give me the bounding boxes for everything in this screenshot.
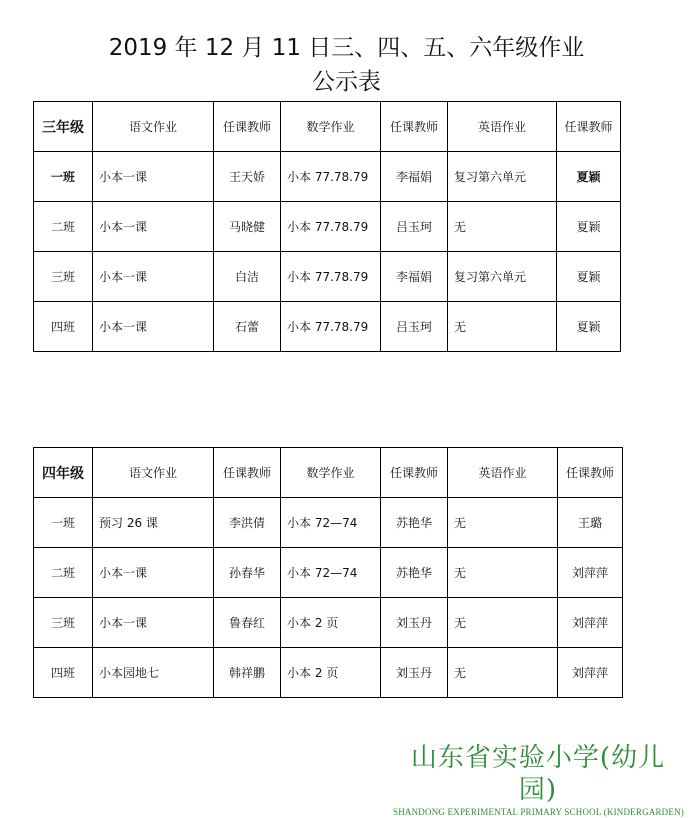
chinese-homework-cell: 小本一课 (93, 202, 214, 252)
english-homework-cell: 无 (448, 598, 558, 648)
math-homework-header: 数学作业 (281, 102, 381, 152)
table-row (34, 498, 623, 548)
class-name-cell: 四班 (34, 648, 93, 698)
chinese-teacher-cell: 马晓健 (214, 202, 281, 252)
math-homework-header: 数学作业 (281, 448, 381, 498)
chinese-homework-cell: 预习 26 课 (93, 498, 214, 548)
english-teacher-cell: 刘萍萍 (558, 598, 623, 648)
math-homework-cell: 小本 77.78.79 (281, 252, 381, 302)
chinese-homework-header: 语文作业 (93, 102, 214, 152)
grade-header: 四年级 (34, 448, 93, 498)
chinese-teacher-cell: 鲁春红 (214, 598, 281, 648)
chinese-teacher-cell: 王天娇 (214, 152, 281, 202)
class-name-cell: 一班 (34, 498, 93, 548)
table-row (34, 302, 621, 352)
chinese-teacher-cell: 孙春华 (214, 548, 281, 598)
chinese-homework-header: 语文作业 (93, 448, 214, 498)
table-row (34, 648, 623, 698)
chinese-homework-cell: 小本一课 (93, 252, 214, 302)
chinese-homework-cell: 小本一课 (93, 152, 214, 202)
math-teacher-cell: 李福娟 (381, 252, 448, 302)
grade3-homework-table (33, 101, 621, 352)
english-homework-cell: 复习第六单元 (448, 152, 557, 202)
chinese-homework-cell: 小本一课 (93, 302, 214, 352)
class-name-cell: 三班 (34, 252, 93, 302)
school-name-english: SHANDONG EXPERIMENTAL PRIMARY SCHOOL (KINDERGARDEN) (393, 807, 684, 817)
math-teacher-cell: 苏艳华 (381, 498, 448, 548)
math-teacher-cell: 李福娟 (381, 152, 448, 202)
math-teacher-cell: 刘玉丹 (381, 648, 448, 698)
english-homework-cell: 无 (448, 498, 558, 548)
chinese-homework-cell: 小本一课 (93, 598, 214, 648)
chinese-teacher-cell: 石蕾 (214, 302, 281, 352)
english-homework-cell: 无 (448, 548, 558, 598)
math-teacher-cell: 吕玉珂 (381, 302, 448, 352)
english-teacher-cell: 夏颖 (557, 302, 621, 352)
english-homework-cell: 无 (448, 648, 558, 698)
class-name-cell: 二班 (34, 548, 93, 598)
math-homework-cell: 小本 72—74 (281, 548, 381, 598)
math-teacher-cell: 吕玉珂 (381, 202, 448, 252)
english-teacher-cell: 夏颖 (557, 152, 621, 202)
school-logo (393, 742, 683, 818)
math-teacher-header: 任课教师 (381, 448, 448, 498)
english-teacher-cell: 刘萍萍 (558, 648, 623, 698)
table-row (34, 202, 621, 252)
table-row (34, 598, 623, 648)
english-teacher-header: 任课教师 (557, 102, 621, 152)
math-homework-cell: 小本 77.78.79 (281, 152, 381, 202)
english-teacher-cell: 王璐 (558, 498, 623, 548)
english-teacher-cell: 夏颖 (557, 202, 621, 252)
chinese-homework-cell: 小本一课 (93, 548, 214, 598)
table-header-row (34, 102, 621, 152)
grade-header: 三年级 (34, 102, 93, 152)
english-homework-header: 英语作业 (448, 102, 557, 152)
english-teacher-cell: 刘萍萍 (558, 548, 623, 598)
chinese-homework-cell: 小本园地七 (93, 648, 214, 698)
table-row (34, 548, 623, 598)
class-name-cell: 二班 (34, 202, 93, 252)
english-homework-header: 英语作业 (448, 448, 558, 498)
chinese-teacher-header: 任课教师 (214, 448, 281, 498)
english-teacher-cell: 夏颖 (557, 252, 621, 302)
math-teacher-header: 任课教师 (381, 102, 448, 152)
chinese-teacher-header: 任课教师 (214, 102, 281, 152)
table-row (34, 252, 621, 302)
math-teacher-cell: 刘玉丹 (381, 598, 448, 648)
chinese-teacher-cell: 韩祥鹏 (214, 648, 281, 698)
math-homework-cell: 小本 77.78.79 (281, 202, 381, 252)
math-homework-cell: 小本 2 页 (281, 648, 381, 698)
english-homework-cell: 无 (448, 302, 557, 352)
math-homework-cell: 小本 72—74 (281, 498, 381, 548)
table-row (34, 152, 621, 202)
english-homework-cell: 无 (448, 202, 557, 252)
grade4-homework-table (33, 447, 623, 698)
chinese-teacher-cell: 白洁 (214, 252, 281, 302)
math-homework-cell: 小本 77.78.79 (281, 302, 381, 352)
class-name-cell: 三班 (34, 598, 93, 648)
english-teacher-header: 任课教师 (558, 448, 623, 498)
page-title-line2: 公示表 (312, 69, 381, 95)
english-homework-cell: 复习第六单元 (448, 252, 557, 302)
school-name-chinese: 山东省实验小学(幼儿园) (410, 743, 666, 805)
class-name-cell: 一班 (34, 152, 93, 202)
class-name-cell: 四班 (34, 302, 93, 352)
chinese-teacher-cell: 李洪倩 (214, 498, 281, 548)
page-title-line1: 2019 年 12 月 11 日三、四、五、六年级作业 (108, 35, 585, 61)
table-header-row (34, 448, 623, 498)
math-teacher-cell: 苏艳华 (381, 548, 448, 598)
math-homework-cell: 小本 2 页 (281, 598, 381, 648)
